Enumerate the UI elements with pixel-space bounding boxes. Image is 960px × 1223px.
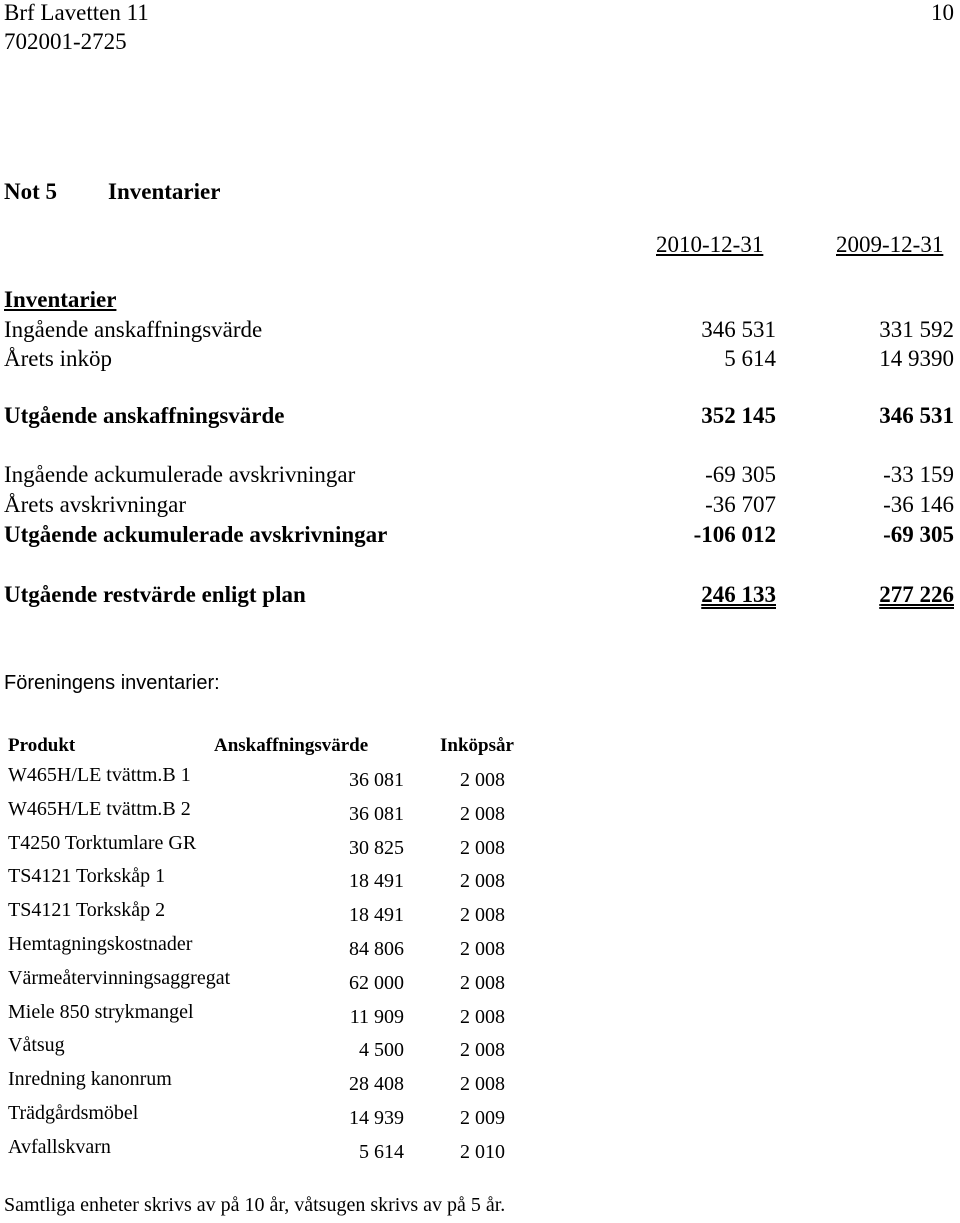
row-value-previous: 346 531 [879, 403, 954, 428]
inventory-value: 62 000 [349, 972, 404, 994]
inventory-value: 5 614 [359, 1141, 404, 1163]
inventory-year: 2 008 [460, 904, 505, 926]
row-value-previous: 14 9390 [879, 346, 954, 371]
inventory-year: 2 008 [460, 1073, 505, 1095]
inventory-product: TS4121 Torkskåp 1 [8, 865, 166, 887]
row-value-previous: -33 159 [883, 462, 954, 487]
inventory-value: 36 081 [349, 769, 404, 791]
column-header-previous: 2009-12-31 [836, 232, 944, 257]
inventory-product: Inredning kanonrum [8, 1068, 172, 1090]
row-label: Ingående ackumulerade avskrivningar [4, 462, 356, 487]
inventory-column-product: Produkt [8, 735, 76, 756]
row-value-current: -36 707 [705, 492, 776, 517]
row-value-current: 5 614 [724, 346, 776, 371]
inventory-product: Trädgårdsmöbel [8, 1102, 139, 1124]
note-title: Inventarier [108, 179, 221, 204]
inventory-product: W465H/LE tvättm.B 1 [8, 764, 191, 786]
inventory-value: 36 081 [349, 803, 404, 825]
note-number: Not 5 [4, 179, 58, 204]
organization-name: Brf Lavetten 11 [4, 0, 149, 25]
inventory-year: 2 008 [460, 803, 505, 825]
column-header-current: 2010-12-31 [656, 232, 764, 257]
row-value-current: 352 145 [701, 403, 776, 428]
row-value-current: -106 012 [693, 522, 776, 547]
inventory-year: 2 009 [460, 1107, 505, 1129]
inventory-column-value: Anskaffningsvärde [214, 735, 369, 756]
row-value-previous: -69 305 [883, 522, 954, 547]
inventory-value: 28 408 [349, 1073, 404, 1095]
inventory-year: 2 008 [460, 769, 505, 791]
inventory-year: 2 008 [460, 938, 505, 960]
inventory-product: Miele 850 strykmangel [8, 1001, 194, 1023]
inventory-heading: Föreningens inventarier: [4, 672, 220, 694]
row-value-previous: -36 146 [883, 492, 954, 517]
inventory-value: 30 825 [349, 837, 404, 859]
row-label: Utgående anskaffningsvärde [4, 403, 285, 428]
row-label: Utgående restvärde enligt plan [4, 582, 306, 607]
row-label: Årets inköp [4, 346, 112, 371]
inventory-year: 2 008 [460, 1006, 505, 1028]
inventory-value: 11 909 [349, 1006, 404, 1028]
inventory-value: 4 500 [359, 1039, 404, 1061]
row-value-previous: 331 592 [879, 317, 954, 342]
inventory-product: W465H/LE tvättm.B 2 [8, 798, 191, 820]
row-label: Ingående anskaffningsvärde [4, 317, 263, 342]
inventory-year: 2 010 [460, 1141, 505, 1163]
inventory-value: 84 806 [349, 938, 404, 960]
row-label: Utgående ackumulerade avskrivningar [4, 522, 388, 547]
inventory-year: 2 008 [460, 837, 505, 859]
inventory-product: Värmeåtervinningsaggregat [8, 967, 231, 989]
inventory-product: Avfallskvarn [8, 1136, 111, 1158]
row-label: Årets avskrivningar [4, 492, 187, 517]
inventory-product: TS4121 Torkskåp 2 [8, 899, 166, 921]
inventory-year: 2 008 [460, 1039, 505, 1061]
row-value-current: 346 531 [701, 317, 776, 342]
row-value-current: -69 305 [705, 462, 776, 487]
row-value-previous: 277 226 [879, 582, 954, 607]
page-number: 10 [931, 0, 954, 25]
inventory-product: Hemtagningskostnader [8, 933, 193, 955]
inventory-value: 14 939 [349, 1107, 404, 1129]
section-heading: Inventarier [4, 287, 117, 312]
inventory-product: T4250 Torktumlare GR [8, 832, 197, 854]
inventory-year: 2 008 [460, 972, 505, 994]
inventory-column-year: Inköpsår [440, 735, 514, 756]
inventory-value: 18 491 [349, 870, 404, 892]
footer-note: Samtliga enheter skrivs av på 10 år, våtsugen skrivs av på 5 år. [4, 1194, 506, 1216]
inventory-year: 2 008 [460, 870, 505, 892]
inventory-product: Våtsug [8, 1034, 65, 1056]
organization-number: 702001-2725 [4, 29, 127, 54]
inventory-value: 18 491 [349, 904, 404, 926]
row-value-current: 246 133 [701, 582, 776, 607]
